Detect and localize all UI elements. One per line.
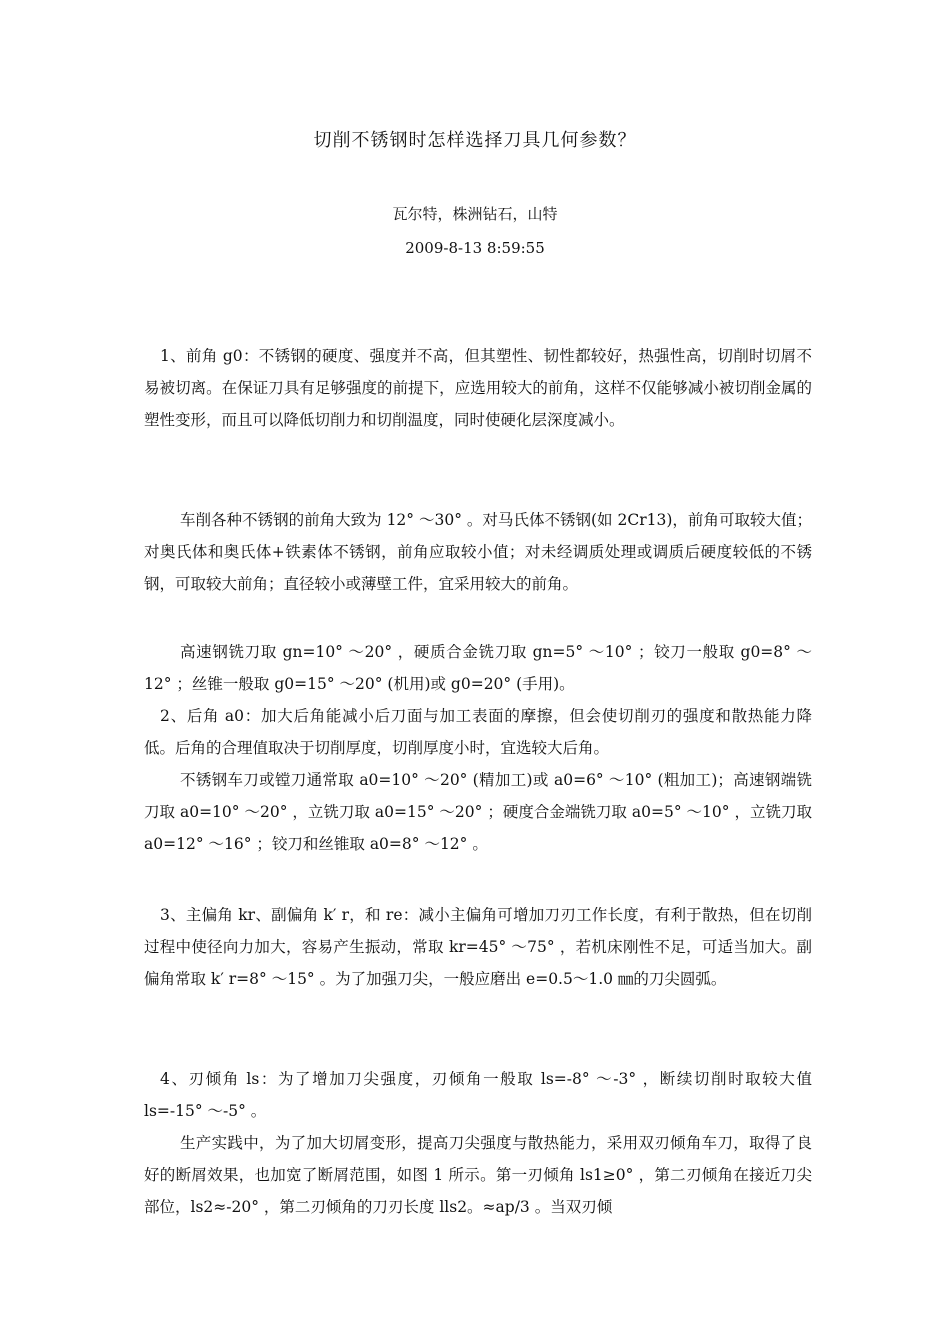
document-authors: 瓦尔特，株洲钻石，山特 <box>392 205 558 223</box>
paragraph-block <box>144 899 812 995</box>
paragraph-block <box>144 636 812 860</box>
paragraph-block <box>144 340 812 436</box>
paragraph-lead-angle: 3、主偏角 kr、副偏角 k′ r，和 re：减小主偏角可增加刀刃工作长度，有利于散热，但在切削过程中使径向力加大，容易产生振动，常取 kr=45° ～75° ，若机床刚性不足，可适当加大。副偏角常取 k′ r=8° ～15° 。为了加强刀尖，一般应磨出 e=0.5～1.0 ㎜的刀尖圆弧。 <box>144 906 812 988</box>
paragraph-inclination-angle: 4、刃倾角 ls：为了增加刀尖强度，刃倾角一般取 ls=-8° ～-3° ，断续切削时取较大值 ls=-15° ～-5° 。 <box>144 1070 812 1120</box>
paragraph-clearance-angle: 2、后角 a0：加大后角能减小后刀面与加工表面的摩擦，但会使切削刃的强度和散热能力降低。后角的合理值取决于切削厚度，切削厚度小时，宜选较大后角。 <box>144 707 812 757</box>
paragraph-block <box>144 1063 812 1223</box>
paragraph-milling-rake: 高速钢铣刀取 gn=10° ～20° ，硬质合金铣刀取 gn=5° ～10° ；铰刀一般取 g0=8° ～12° ；丝锥一般取 g0=15° ～20° (机用)或 g0=20° (手用)。 <box>144 643 812 693</box>
document-title: 切削不锈钢时怎样选择刀具几何参数？ <box>313 130 637 151</box>
document-datetime: 2009-8-13 8:59:55 <box>405 239 545 257</box>
paragraph-turning-rake: 车削各种不锈钢的前角大致为 12° ～30° 。对马氏体不锈钢(如 2Cr13)，前角可取较大值；对奥氏体和奥氏体+铁素体不锈钢，前角应取较小值；对未经调质处理或调质后硬度较低的不锈钢，可取较大前角；直径较小或薄壁工件，宜采用较大的前角。 <box>144 511 812 593</box>
paragraph-double-inclination: 生产实践中，为了加大切屑变形，提高刀尖强度与散热能力，采用双刃倾角车刀，取得了良好的断屑效果，也加宽了断屑范围，如图 1 所示。第一刃倾角 ls1≥0° ，第二刃倾角在接近刀尖部位，ls2≈-20° ，第二刃倾角的刀刃长度 lls2。≈ap/3 。当双刃倾 <box>144 1134 812 1216</box>
paragraph-rake-angle: 1、前角 g0：不锈钢的硬度、强度并不高，但其塑性、韧性都较好，热强性高，切削时切屑不易被切离。在保证刀具有足够强度的前提下，应选用较大的前角，这样不仅能够减小被切削金属的塑性变形，而且可以降低切削力和切削温度，同时使硬化层深度减小。 <box>144 347 812 429</box>
paragraph-clearance-values: 不锈钢车刀或镗刀通常取 a0=10° ～20° (精加工)或 a0=6° ～10° (粗加工)；高速钢端铣刀取 a0=10° ～20° ，立铣刀取 a0=15° ～20° ；硬度合金端铣刀取 a0=5° ～10° ，立铣刀取 a0=12° ～16° ；铰刀和丝锥取 a0=8° ～12° 。 <box>144 771 812 853</box>
paragraph-block <box>144 504 812 600</box>
